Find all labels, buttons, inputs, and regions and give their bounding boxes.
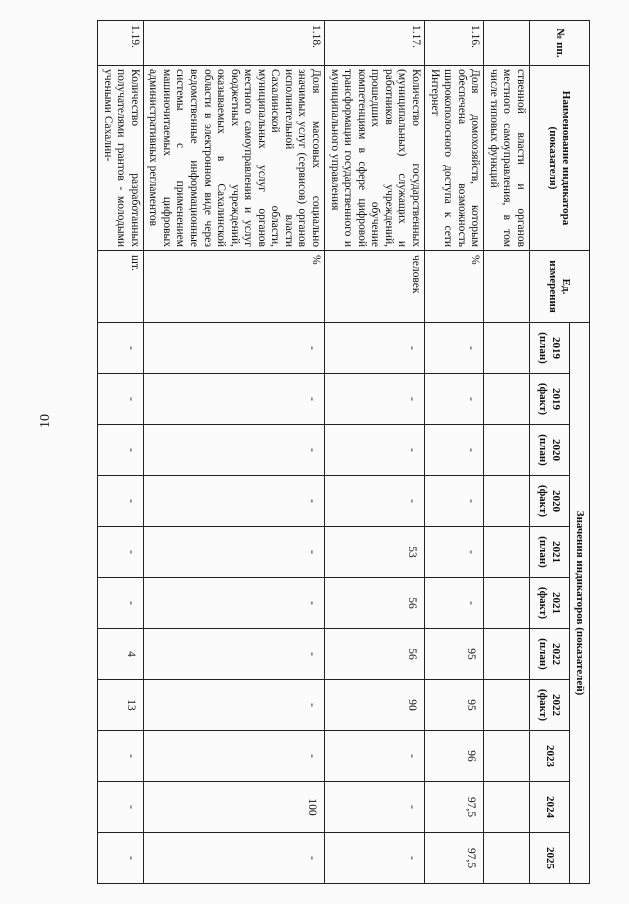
value-cell: - <box>325 425 425 476</box>
value-cell: 97,5 <box>425 833 484 884</box>
value-cell: - <box>325 323 425 374</box>
value-cell: 96 <box>425 731 484 782</box>
value-cell: 95 <box>425 680 484 731</box>
header-year: 2023 <box>530 731 570 782</box>
value-cell: 90 <box>325 680 425 731</box>
row-number: 1.17. <box>325 21 425 66</box>
header-year: 2020 (факт) <box>530 476 570 527</box>
table-row <box>325 21 425 884</box>
unit-cell <box>484 251 530 323</box>
header-year: 2020 (план) <box>530 425 570 476</box>
value-cell: - <box>98 731 144 782</box>
value-cell <box>484 833 530 884</box>
value-cell: - <box>425 425 484 476</box>
table-row <box>98 21 144 884</box>
value-cell <box>484 425 530 476</box>
header-name: Наименование индикатора (показателя) <box>530 66 590 251</box>
unit-cell: % <box>425 251 484 323</box>
value-cell <box>484 527 530 578</box>
value-cell: - <box>325 833 425 884</box>
row-number: 1.19. <box>98 21 144 66</box>
indicator-name: Доля домохозяйств, которым обеспечена возможность широкополосного доступа к сети Интернет <box>425 66 484 251</box>
value-cell: - <box>325 374 425 425</box>
header-year: 2022 (план) <box>530 629 570 680</box>
indicator-name: Количество государственных (муниципальных) служащих и работников учреждений, прошедших обучение компетенциям в сфере цифровой трансформации государственного и муниципального управления <box>325 66 425 251</box>
indicator-name: Количество разработанных получателями грантов - молодыми учеными Сахалин- <box>98 66 144 251</box>
value-cell: - <box>143 578 324 629</box>
unit-cell: % <box>143 251 324 323</box>
unit-cell: человек <box>325 251 425 323</box>
value-cell: 95 <box>425 629 484 680</box>
value-cell: 13 <box>98 680 144 731</box>
value-cell: - <box>143 680 324 731</box>
value-cell <box>484 629 530 680</box>
row-number: 1.18. <box>143 21 324 66</box>
header-year: 2021 (план) <box>530 527 570 578</box>
header-year: 2021 (факт) <box>530 578 570 629</box>
table-row <box>484 21 530 884</box>
value-cell: 56 <box>325 629 425 680</box>
value-cell <box>484 476 530 527</box>
value-cell: - <box>143 374 324 425</box>
value-cell: - <box>425 374 484 425</box>
value-cell <box>484 578 530 629</box>
value-cell <box>484 782 530 833</box>
value-cell: 4 <box>98 629 144 680</box>
value-cell: - <box>98 323 144 374</box>
value-cell: - <box>325 731 425 782</box>
value-cell: - <box>98 476 144 527</box>
value-cell: 56 <box>325 578 425 629</box>
value-cell: - <box>143 629 324 680</box>
value-cell <box>484 374 530 425</box>
value-cell: - <box>98 578 144 629</box>
value-cell: - <box>98 374 144 425</box>
header-year: 2025 <box>530 833 570 884</box>
unit-cell: шт. <box>98 251 144 323</box>
indicators-table <box>97 20 590 884</box>
header-year: 2019 (факт) <box>530 374 570 425</box>
table-row <box>143 21 324 884</box>
value-cell: - <box>425 476 484 527</box>
header-values-group: Значения индикаторов (показателей) <box>570 323 590 884</box>
header-year: 2022 (факт) <box>530 680 570 731</box>
value-cell: 100 <box>143 782 324 833</box>
value-cell: - <box>98 833 144 884</box>
page-number: 10 <box>38 414 53 428</box>
indicator-name: ственной власти и органов местного самоуправления, в том числе типовых функций <box>484 66 530 251</box>
value-cell: - <box>143 476 324 527</box>
header-year: 2024 <box>530 782 570 833</box>
value-cell <box>484 323 530 374</box>
value-cell: - <box>143 833 324 884</box>
value-cell: - <box>98 527 144 578</box>
value-cell: - <box>98 782 144 833</box>
value-cell: - <box>425 578 484 629</box>
value-cell: - <box>425 527 484 578</box>
value-cell: - <box>143 323 324 374</box>
value-cell: - <box>98 425 144 476</box>
header-num: № пп. <box>530 21 590 66</box>
table-row <box>425 21 484 884</box>
value-cell: - <box>425 323 484 374</box>
value-cell <box>484 731 530 782</box>
indicators-table-page <box>100 20 590 882</box>
indicator-name: Доля массовых социально значимых услуг (сервисов) органов исполнительной власти Сахалинской области, муниципальных услуг органов местного самоуправления и услуг бюджетных учреждений, оказываемых в Сахалинской области в электронном виде через ведомственные информационные системы с применением машиночитаемых цифровых административных регламентов <box>143 66 324 251</box>
value-cell: - <box>143 425 324 476</box>
value-cell: 53 <box>325 527 425 578</box>
value-cell: - <box>143 731 324 782</box>
value-cell: 97,5 <box>425 782 484 833</box>
row-number <box>484 21 530 66</box>
value-cell <box>484 680 530 731</box>
header-year: 2019 (план) <box>530 323 570 374</box>
value-cell: - <box>325 476 425 527</box>
header-unit: Ед. измерения <box>530 251 590 323</box>
value-cell: - <box>143 527 324 578</box>
row-number: 1.16. <box>425 21 484 66</box>
value-cell: - <box>325 782 425 833</box>
